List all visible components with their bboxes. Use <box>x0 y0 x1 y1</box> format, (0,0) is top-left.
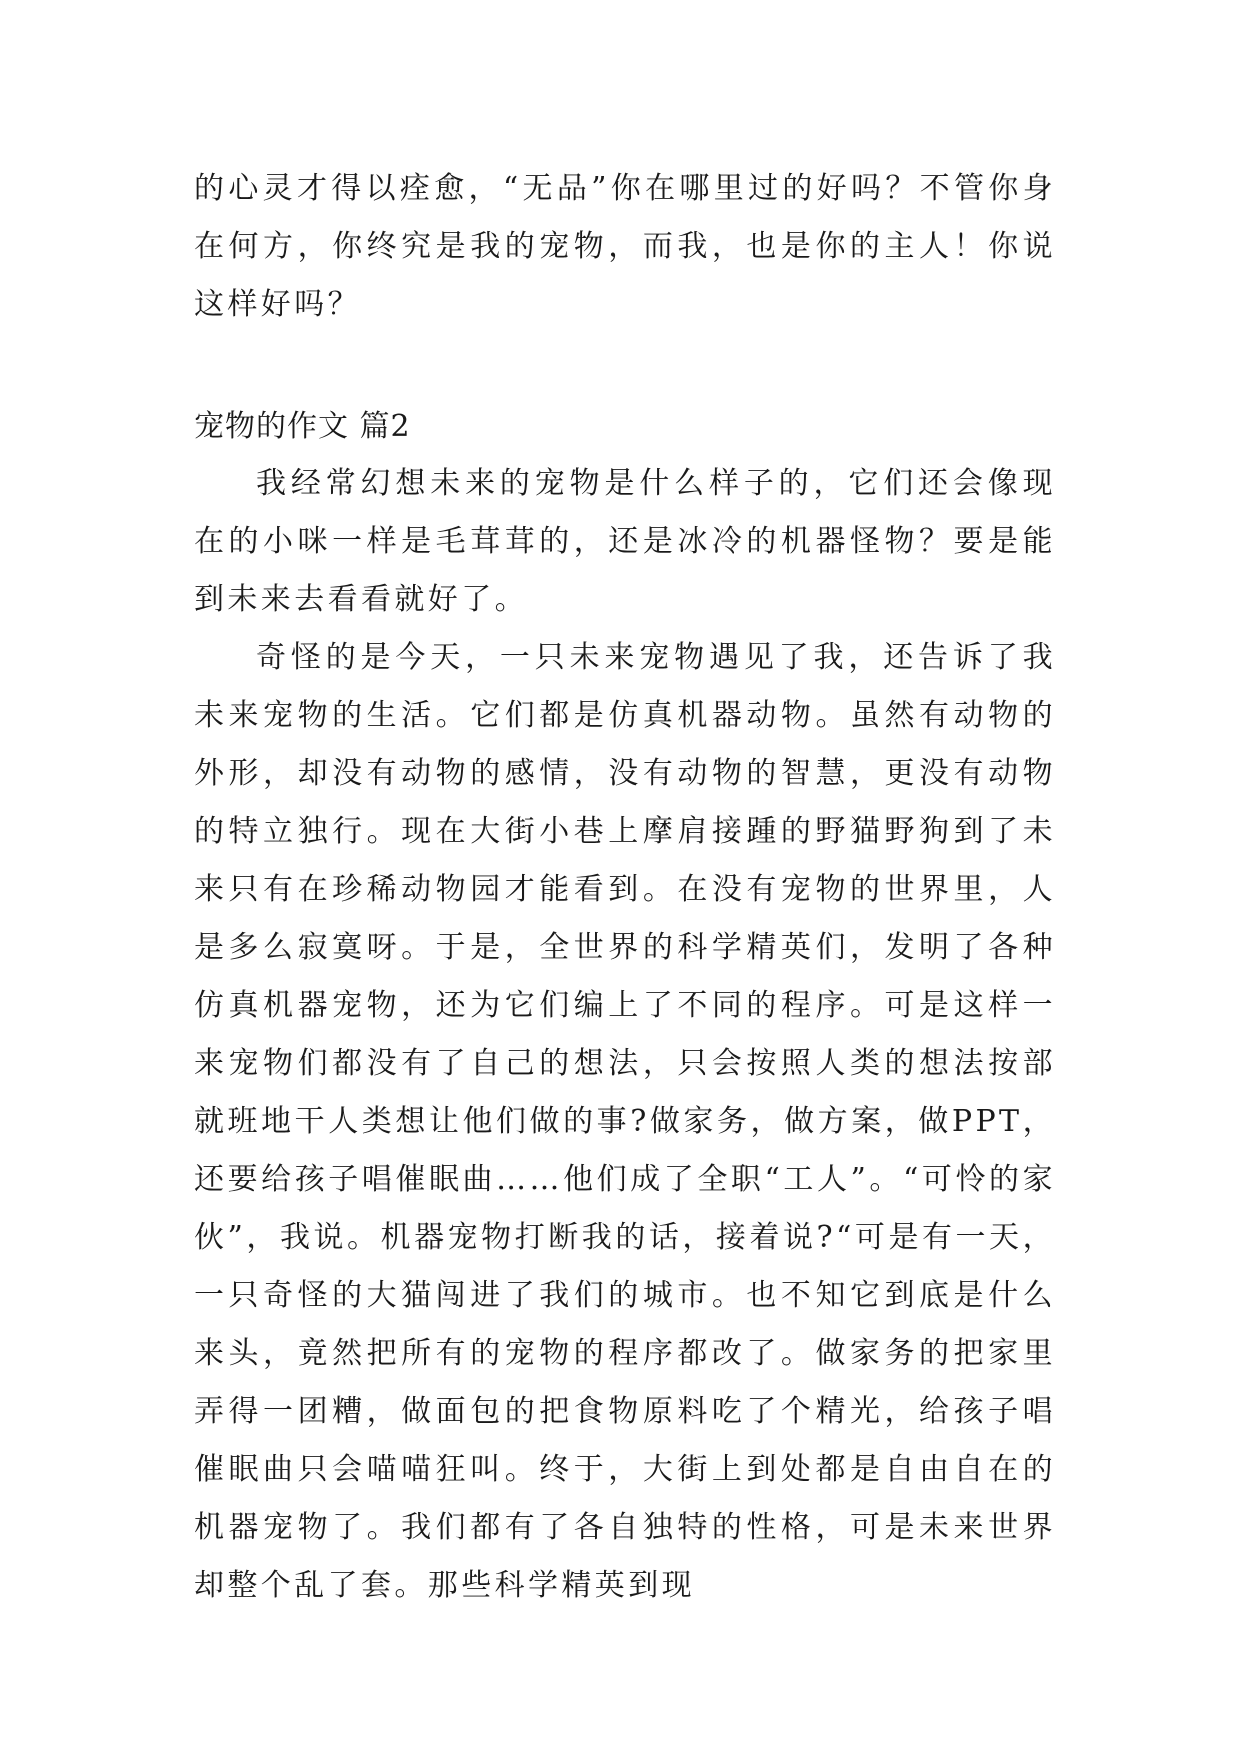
paragraph-text: 的心灵才得以痊愈，“无品”你在哪里过的好吗？不管你身在何方，你终究是我的宠物，而我，也是你的主人！你说这样好吗？ <box>194 171 1056 322</box>
essay-body <box>194 455 1056 1615</box>
paragraph-2: 奇怪的是今天，一只未来宠物遇见了我，还告诉了我未来宠物的生活。它们都是仿真机器动物。虽然有动物的外形，却没有动物的感情，没有动物的智慧，更没有动物的特立独行。现在大街小巷上摩肩接踵的野猫野狗到了未来只有在珍稀动物园才能看到。在没有宠物的世界里，人是多么寂寞呀。于是，全世界的科学精英们，发明了各种仿真机器宠物，还为它们编上了不同的程序。可是这样一来宠物们都没有了自己的想法，只会按照人类的想法按部就班地干人类想让他们做的事?做家务，做方案，做PPT，还要给孩子唱催眠曲……他们成了全职“工人”。“可怜的家伙”，我说。机器宠物打断我的话，接着说?“可是有一天，一只奇怪的大猫闯进了我们的城市。也不知它到底是什么来头，竟然把所有的宠物的程序都改了。做家务的把家里弄得一团糟，做面包的把食物原料吃了个精光，给孩子唱催眠曲只会喵喵狂叫。终于，大街上到处都是自由自在的机器宠物了。我们都有了各自独特的性格，可是未来世界却整个乱了套。那些科学精英到现 <box>194 640 1056 1603</box>
section-heading: 宠物的作文 篇2 <box>194 409 411 444</box>
continuation-paragraph <box>194 160 1056 334</box>
paragraph-1: 我经常幻想未来的宠物是什么样子的，它们还会像现在的小咪一样是毛茸茸的，还是冰冷的机器怪物？要是能到未来去看看就好了。 <box>194 466 1056 617</box>
